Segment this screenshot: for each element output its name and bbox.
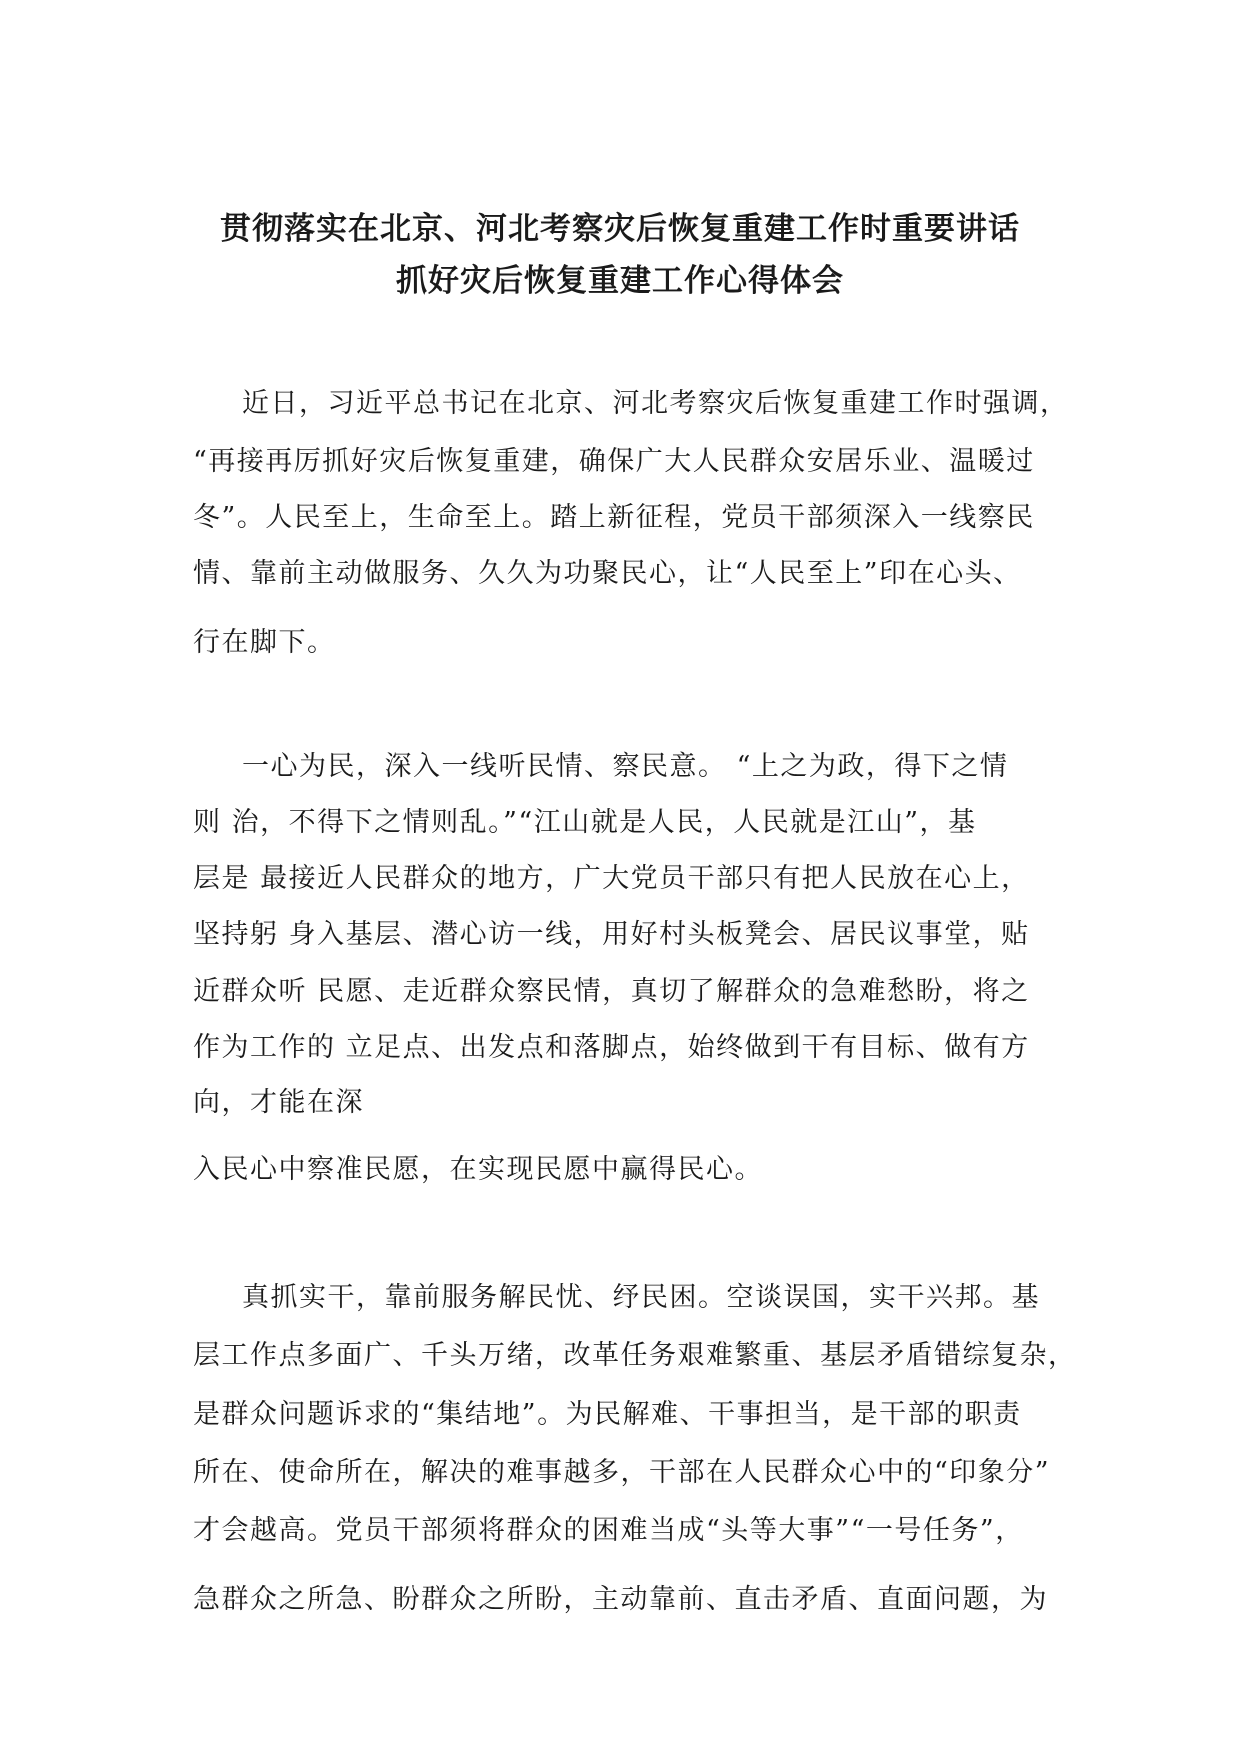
paragraph-1-line-3: 冬”。人民至上，生命至上。踏上新征程，党员干部须深入一线察民 xyxy=(193,502,1035,533)
paragraph-1-line-4: 情、靠前主动做服务、久久为功聚民心，让“人民至上”印在心头、 xyxy=(193,558,1022,589)
paragraph-2-line-1: 一心为民，深入一线听民情、察民意。 “上之为政，得下之情 xyxy=(242,751,1009,782)
document-title-line-2: 抓好灾后恢复重建工作心得体会 xyxy=(396,263,844,299)
paragraph-3-line-5: 才会越高。党员干部须将群众的困难当成“头等大事”“一号任务”， xyxy=(193,1515,1024,1546)
paragraph-2-line-7: 向，才能在深 xyxy=(193,1087,364,1118)
paragraph-3-line-1: 真抓实干，靠前服务解民忧、纾民困。空谈误国，实干兴邦。基 xyxy=(242,1282,1040,1313)
paragraph-2-line-6: 作为工作的 立足点、出发点和落脚点，始终做到干有目标、做有方 xyxy=(193,1032,1030,1063)
paragraph-3-line-4: 所在、使命所在，解决的难事越多，干部在人民群众心中的“印象分” xyxy=(193,1457,1051,1488)
paragraph-1-line-1: 近日，习近平总书记在北京、河北考察灾后恢复重建工作时强调， xyxy=(242,388,1069,419)
paragraph-3-line-3: 是群众问题诉求的“集结地”。为民解难、干事担当，是干部的职责 xyxy=(193,1399,1022,1430)
document-title-line-1: 贯彻落实在北京、河北考察灾后恢复重建工作时重要讲话 xyxy=(220,211,1020,247)
paragraph-1-line-2: “再接再厉抓好灾后恢复重建，确保广大人民群众安居乐业、温暖过 xyxy=(193,446,1035,477)
paragraph-3-line-2: 层工作点多面广、千头万绪，改革任务艰难繁重、基层矛盾错综复杂， xyxy=(193,1340,1077,1371)
paragraph-3-line-6: 急群众之所急、盼群众之所盼，主动靠前、直击矛盾、直面问题，为 xyxy=(193,1584,1048,1615)
paragraph-2-line-5: 近群众听 民愿、走近群众察民情，真切了解群众的急难愁盼，将之 xyxy=(193,976,1030,1007)
paragraph-2-line-3: 层是 最接近人民群众的地方，广大党员干部只有把人民放在心上， xyxy=(193,863,1030,894)
paragraph-2-line-8: 入民心中察准民愿，在实现民愿中赢得民心。 xyxy=(193,1154,763,1185)
paragraph-1-line-5: 行在脚下。 xyxy=(193,627,336,658)
paragraph-2-line-4: 坚持躬 身入基层、潜心访一线，用好村头板凳会、居民议事堂，贴 xyxy=(193,919,1030,950)
paragraph-2-line-2: 则 治，不得下之情则乱。”“江山就是人民，人民就是江山”，基 xyxy=(193,807,977,838)
